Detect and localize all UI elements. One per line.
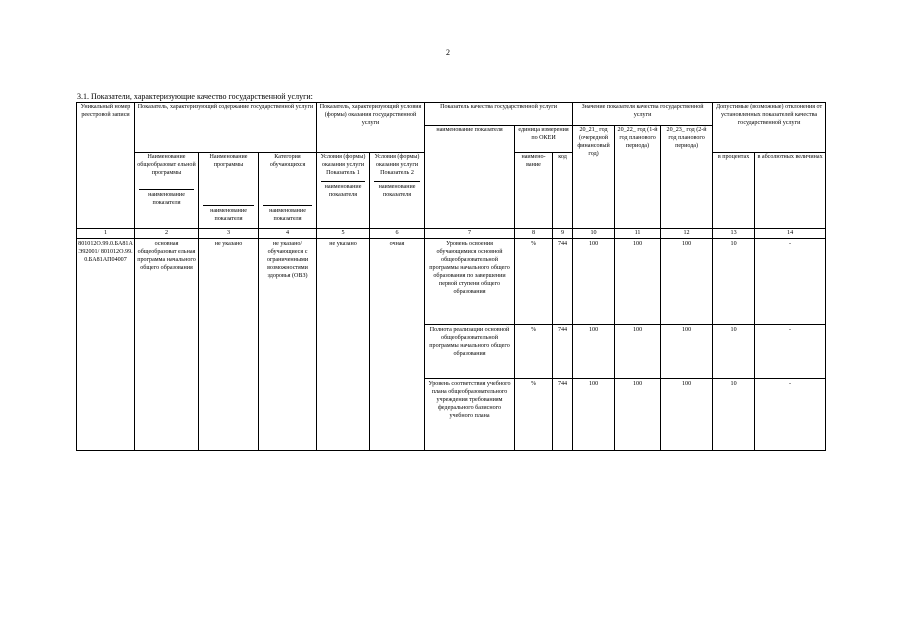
page-number: 2 — [446, 48, 450, 57]
indicator-year-3: 100 — [661, 239, 713, 325]
header-sub-program: Наименование общеобразоват ельной программы наименование показателя — [135, 153, 199, 229]
indicator-code: 744 — [553, 239, 573, 325]
header-year-3: 20_23_ год (2-й год планового периода) — [661, 126, 713, 229]
indicator-unit: % — [515, 239, 553, 325]
record-unique-number: 801012О.99.0.БА81АЭ92001/ 801012О.99.0.БА81АП04007 — [77, 239, 135, 451]
header-sub-condition-1: Условия (формы) оказания услуги Показатель 1 наименование показателя — [317, 153, 370, 229]
record-program: основная общеобразоват ельная программа начального общего образования — [135, 239, 199, 451]
indicator-percent: 10 — [713, 325, 755, 379]
indicator-absolute: - — [755, 379, 826, 451]
record-category: не указано/ обучающиеся с ограниченными возможностями здоровья (ОВЗ) — [259, 239, 317, 451]
header-year-2: 20_22_ год (1-й год планового периода) — [615, 126, 661, 229]
header-unit-name: наимено-вание — [515, 153, 553, 229]
indicator-unit: % — [515, 325, 553, 379]
header-conditions-group: Показатель, характеризующий условия (формы) оказания государственной услуги — [317, 103, 425, 153]
indicator-year-1: 100 — [573, 325, 615, 379]
indicator-name: Полнота реализации основной общеобразовательной программы начального общего образования — [425, 325, 515, 379]
header-deviations-group: Допустимые (возможные) отклонения от установленных показателей качества государственной услуги — [713, 103, 826, 153]
column-numbers-row: 1 2 3 4 5 6 7 8 9 10 11 12 13 14 — [77, 229, 826, 239]
header-year-1: 20_21_ год (очередной финансовый год) — [573, 126, 615, 229]
header-unit: единица измерения по ОКЕИ — [515, 126, 573, 153]
indicator-percent: 10 — [713, 379, 755, 451]
indicator-percent: 10 — [713, 239, 755, 325]
header-content-group: Показатель, характеризующий содержание государственной услуги — [135, 103, 317, 153]
header-sub-category: Категория обучающихся наименование показателя — [259, 153, 317, 229]
record-condition-1: не указано — [317, 239, 370, 451]
header-in-absolute: в абсолютных величинах — [755, 153, 826, 229]
indicator-year-3: 100 — [661, 379, 713, 451]
header-unit-code: код — [553, 153, 573, 229]
record-condition-2: очная — [370, 239, 425, 451]
header-values-group: Значение показателя качества государственной услуги — [573, 103, 713, 126]
indicator-code: 744 — [553, 379, 573, 451]
indicator-year-2: 100 — [615, 239, 661, 325]
indicator-year-2: 100 — [615, 325, 661, 379]
header-sub-program-name: Наименование программы наименование показателя — [199, 153, 259, 229]
header-indicator-name: наименование показателя — [425, 126, 515, 229]
indicator-year-1: 100 — [573, 239, 615, 325]
indicator-name: Уровень освоения обучающимися основной общеобразовательной программы начального общего образования по завершении первой ступени общего образования — [425, 239, 515, 325]
header-registry-number: Уникальный номер реестровой записи — [77, 103, 135, 229]
indicator-absolute: - — [755, 239, 826, 325]
indicator-absolute: - — [755, 325, 826, 379]
header-sub-condition-2: Условия (формы) оказания услуги Показатель 2 наименование показателя — [370, 153, 425, 229]
indicator-unit: % — [515, 379, 553, 451]
indicator-name: Уровень соответствия учебного плана общеобразовательного учреждения требованиям федерального базисного учебного плана — [425, 379, 515, 451]
header-quality-group: Показатель качества государственной услуги — [425, 103, 573, 126]
table-row — [77, 239, 826, 325]
record-program-name: не указано — [199, 239, 259, 451]
header-in-percent: в процентах — [713, 153, 755, 229]
quality-indicators-table — [76, 102, 826, 451]
indicator-year-3: 100 — [661, 325, 713, 379]
indicator-code: 744 — [553, 325, 573, 379]
indicator-year-1: 100 — [573, 379, 615, 451]
section-title: 3.1. Показатели, характеризующие качество государственной услуги: — [77, 92, 313, 101]
indicator-year-2: 100 — [615, 379, 661, 451]
